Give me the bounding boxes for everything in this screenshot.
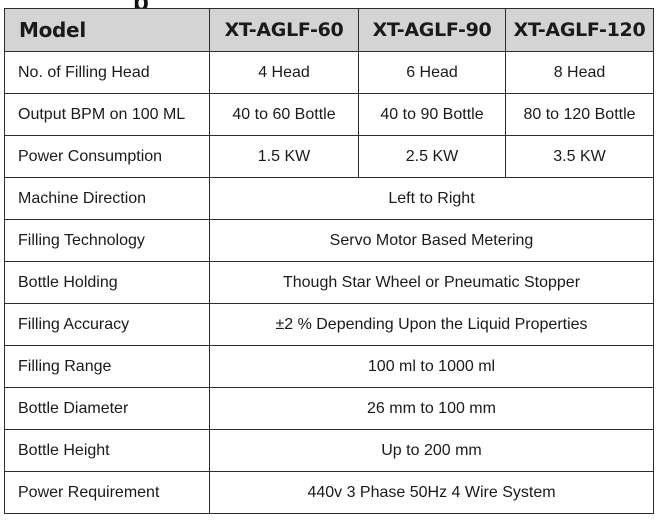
table-row xyxy=(5,220,654,262)
row-value-merged: Up to 200 mm xyxy=(210,430,654,472)
table-row xyxy=(5,178,654,220)
row-value: 6 Head xyxy=(359,52,506,94)
row-value-merged: 26 mm to 100 mm xyxy=(210,388,654,430)
row-label: Bottle Height xyxy=(5,430,210,472)
row-label: Power Consumption xyxy=(5,136,210,178)
table-row xyxy=(5,346,654,388)
row-label: No. of Filling Head xyxy=(5,52,210,94)
row-value-merged: ±2 % Depending Upon the Liquid Properties xyxy=(210,304,654,346)
row-value-merged: Left to Right xyxy=(210,178,654,220)
row-value: 4 Head xyxy=(210,52,359,94)
table-row xyxy=(5,472,654,514)
table-row xyxy=(5,136,654,178)
row-label: Filling Technology xyxy=(5,220,210,262)
row-value: 3.5 KW xyxy=(506,136,654,178)
table-row xyxy=(5,304,654,346)
specification-table xyxy=(4,8,654,514)
model-header-3: XT-AGLF-120 xyxy=(506,9,654,52)
row-label: Bottle Diameter xyxy=(5,388,210,430)
row-value-merged: Though Star Wheel or Pneumatic Stopper xyxy=(210,262,654,304)
row-value: 8 Head xyxy=(506,52,654,94)
row-value: 1.5 KW xyxy=(210,136,359,178)
row-label: Bottle Holding xyxy=(5,262,210,304)
row-label: Power Requirement xyxy=(5,472,210,514)
model-column-header: Model xyxy=(5,9,210,52)
row-value: 80 to 120 Bottle xyxy=(506,94,654,136)
row-value-merged: 100 ml to 1000 ml xyxy=(210,346,654,388)
row-label: Filling Range xyxy=(5,346,210,388)
table-header-row xyxy=(5,9,654,52)
row-value: 2.5 KW xyxy=(359,136,506,178)
table-row xyxy=(5,94,654,136)
table-row xyxy=(5,430,654,472)
table-row xyxy=(5,262,654,304)
row-label: Filling Accuracy xyxy=(5,304,210,346)
table-row xyxy=(5,52,654,94)
model-header-1: XT-AGLF-60 xyxy=(210,9,359,52)
row-value: 40 to 60 Bottle xyxy=(210,94,359,136)
model-header-2: XT-AGLF-90 xyxy=(359,9,506,52)
row-value: 40 to 90 Bottle xyxy=(359,94,506,136)
table-row xyxy=(5,388,654,430)
row-label: Machine Direction xyxy=(5,178,210,220)
row-value-merged: 440v 3 Phase 50Hz 4 Wire System xyxy=(210,472,654,514)
row-value-merged: Servo Motor Based Metering xyxy=(210,220,654,262)
row-label: Output BPM on 100 ML xyxy=(5,94,210,136)
